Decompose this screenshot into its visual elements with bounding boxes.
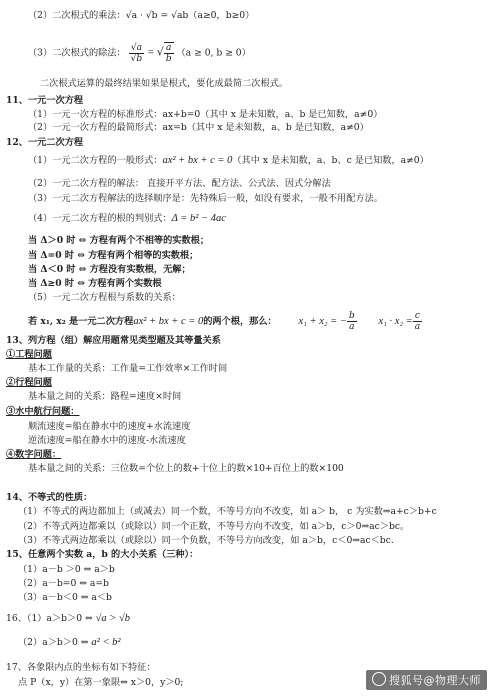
watermark: 搜狐号@物理大师 xyxy=(366,670,487,690)
sqrt-division-rule: （3）二次根式的除法： $\frac{√a}{√b}$ = √ $\frac{a}{b}$ （a ≥ 0, b ≥ 0） xyxy=(28,42,251,64)
sqrt-multiplication-rule: （2）二次根式的乘法：√a · √b = √ab（a≥0，b≥0） xyxy=(28,10,255,21)
engineering-problem-heading: ①工程问题 xyxy=(6,349,52,360)
sqrt-division-rhs: $\frac{a}{b}$ xyxy=(165,43,172,64)
quadratic-solution-methods: （2）一元二次方程的解法： 直接开平方法、配方法、公式法、因式分解法 xyxy=(28,178,331,189)
comparison-equal: （2）a－b=0 ⇔ a=b xyxy=(18,578,109,589)
section-12-heading: 12、一元二次方程 xyxy=(6,137,84,148)
linear-equation-simplest-form: （2）一元一次方程的最简形式：ax=b（其中 x 是未知数，a、b 是已知数，a≠0） xyxy=(28,122,369,133)
section-13-heading: 13、列方程（组）解应用题常见类型题及其等量关系 xyxy=(6,335,221,346)
sqrt-division-label: （3）二次根式的除法： xyxy=(28,47,126,59)
comparison-less: （3）a－b＜0 ⇔ a＜b xyxy=(18,592,112,603)
inequality-property-2: （2）不等式两边都乘以（或除以）同一个正数，不等号方向不改变，如 a＞b，c＞0⇒ac＞bc。 xyxy=(18,521,410,532)
water-travel-heading: ③水中航行问题： xyxy=(6,406,80,417)
discriminant-negative: 当 Δ＜0 时 ⇔ 方程没有实数根，无解； xyxy=(28,264,191,275)
section-15-heading: 15、任意两个实数 a，b 的大小关系（三种）： xyxy=(6,549,199,560)
digit-problem-heading: ④数字问题： xyxy=(6,449,62,460)
section-16-item-1: 16、（1）a＞b＞0 ⇔ √a > √b xyxy=(6,613,130,624)
discriminant-nonnegative: 当 Δ≥0 时 ⇔ 方程有两个实数根 xyxy=(28,278,162,289)
quadratic-method-order: （3）一元二次方程解法的选择顺序是：先特殊后一般，如没有要求，一般不用配方法。 xyxy=(28,193,383,204)
inequality-property-1: （1）不等式的两边都加上（或减去）同一个数，不等号方向不改变，如 a＞ b， c 为实数⇒a+c＞b+c xyxy=(18,506,437,517)
vieta-product-fraction: $\frac{c}{a}$ xyxy=(414,311,421,332)
downstream-speed: 顺流速度=船在静水中的速度+水流速度 xyxy=(28,421,191,432)
simplest-radical-note: 二次根式运算的最终结果如果是根式，要化成最简二次根式。 xyxy=(40,78,289,89)
linear-equation-standard-form: （1）一元一次方程的标准形式：ax+b=0（其中 x 是未知数，a、b 是已知数，a≠0） xyxy=(28,109,383,120)
quadratic-general-form: （1）一元二次方程的一般形式：ax² + bx + c = 0（其中 x 是未知数，a、b、c 是已知数，a≠0） xyxy=(28,155,429,166)
vieta-sum-fraction: $\frac{b}{a}$ xyxy=(348,311,355,332)
comparison-greater: （1）a－b ＞0 ⇔ a＞b xyxy=(18,564,115,575)
first-quadrant-condition: 点 P（x，y）在第一象限⇔ x＞0，y＞0; xyxy=(18,677,184,688)
travel-relation: 基本量之间的关系：路程=速度×时间 xyxy=(28,391,182,402)
discriminant: （4）一元二次方程的根的判别式：Δ = b² − 4ac xyxy=(28,213,226,224)
section-16-item-2: （2）a＞b＞0 ⇔ a² < b² xyxy=(18,637,121,648)
travel-problem-heading: ②行程问题 xyxy=(6,377,52,388)
upstream-speed: 逆流速度=船在静水中的速度-水流速度 xyxy=(28,435,186,446)
sqrt-division-lhs: $\frac{√a}{√b}$ xyxy=(130,42,143,64)
engineering-relation: 基本工作量的关系：工作量=工作效率×工作时间 xyxy=(28,363,228,374)
vieta-heading: （5）一元二次方程根与系数的关系： xyxy=(28,292,181,303)
vieta-formulas: 若 x₁, x₂ 是一元二次方程ax² + bx + c = 0的两个根，那么： x₁ + x₂ = − $\frac{b}{a}$ x₁ · x₂ = $\frac{c}{a}$ xyxy=(28,311,421,332)
section-14-heading: 14、不等式的性质： xyxy=(6,492,93,503)
section-11-heading: 11、一元一次方程 xyxy=(6,95,84,106)
section-17-heading: 17、各象限内点的坐标有如下特征： xyxy=(6,662,156,673)
sohu-logo-icon xyxy=(372,672,386,686)
discriminant-zero: 当 Δ=0 时 ⇔ 方程有两个相等的实数根； xyxy=(28,250,199,261)
digit-relation: 基本量之间的关系：三位数=个位上的数+十位上的数×10+百位上的数×100 xyxy=(28,463,344,474)
inequality-property-3: （3）不等式两边都乘以（或除以）同一个负数，不等号方向改变，如 a＞b，c＜0⇒ac＜bc. xyxy=(18,535,394,546)
sqrt-division-condition: （a ≥ 0, b ≥ 0） xyxy=(176,47,251,59)
discriminant-positive: 当 Δ＞0 时 ⇔ 方程有两个不相等的实数根； xyxy=(28,235,210,246)
